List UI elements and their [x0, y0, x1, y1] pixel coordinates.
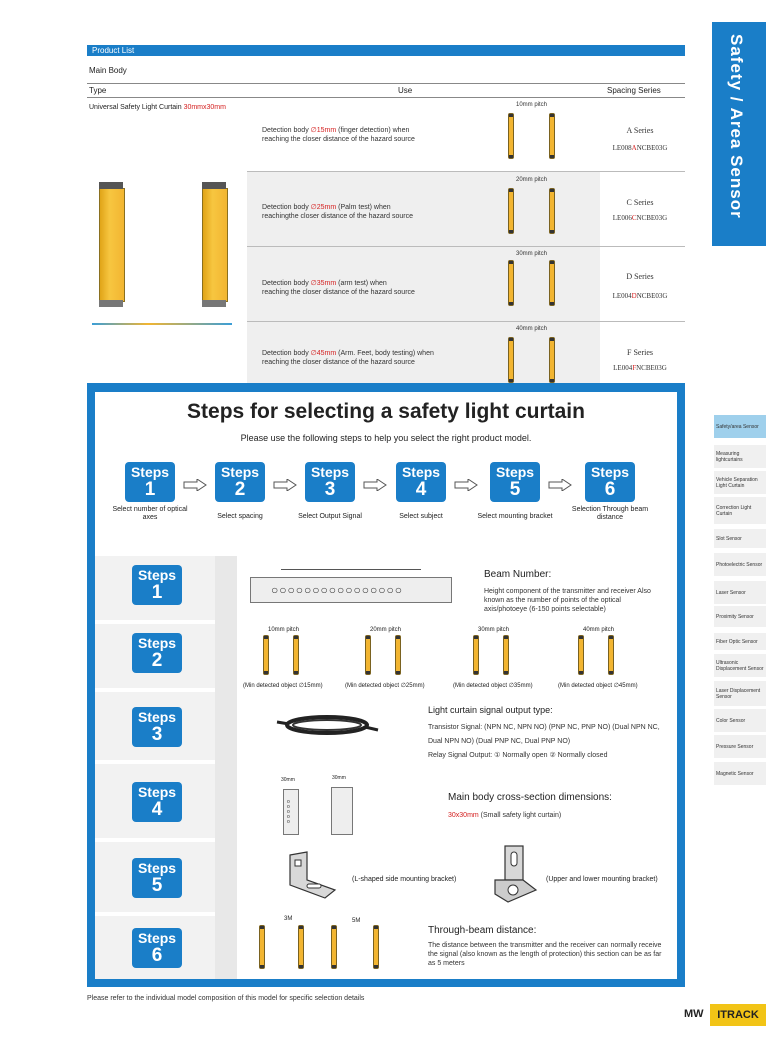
tube-icon [263, 635, 269, 675]
pitch-label: 20mm pitch [370, 627, 402, 633]
nav-item[interactable]: Magnetic Sensor [714, 762, 766, 786]
cross-section-b [331, 787, 353, 835]
pitch-label: 40mm pitch [516, 326, 548, 332]
series-code: LE004DNCBE03G [612, 292, 668, 300]
table-header-use: Use [398, 86, 413, 95]
l-bracket-icon [285, 850, 345, 900]
tube-icon [549, 188, 555, 234]
nav-item[interactable]: Ultrasonic Displacement Sensor [714, 654, 766, 678]
flow-step-label: Selection Through beam distance [571, 506, 649, 521]
light-curtain-bar-left [99, 188, 125, 302]
pitch-label: 10mm pitch [268, 627, 300, 633]
flow-step-label: Select mounting bracket [477, 513, 553, 520]
flow-step-5: Steps 5 [490, 462, 540, 502]
use-text: Detection body ∅15mm (finger detection) when reaching the closer distance of the hazard source [262, 127, 415, 143]
steps-panel [87, 383, 685, 987]
flow-step-6: Steps 6 [585, 462, 635, 502]
tube-icon [508, 188, 514, 234]
step3-line3: Relay Signal Output: ① Normally open ② Normally closed [428, 752, 608, 759]
logo-text-right: ITRACK [710, 1004, 766, 1026]
series-code: LE008ANCBE03G [612, 144, 668, 152]
tube-icon [549, 113, 555, 159]
tube-icon [508, 337, 514, 383]
step4-value: 30x30mm (Small safety light curtain) [448, 812, 562, 819]
table-header-spacing: Spacing Series [607, 86, 661, 95]
distance-label-3m: 3M [284, 916, 293, 922]
step-badge-5: Steps 5 [132, 858, 182, 898]
step3-title: Light curtain signal output type: [428, 705, 553, 715]
product-list-label: Product List [92, 46, 135, 55]
nav-item[interactable]: Pressure Sensor [714, 735, 766, 759]
nav-item[interactable]: Photoelectric Sensor [714, 553, 766, 577]
flow-step-3: Steps 3 [305, 462, 355, 502]
step-badge-6: Steps 6 [132, 928, 182, 968]
tube-icon [578, 635, 584, 675]
nav-item[interactable]: Proximity Sensor [714, 606, 766, 628]
steps-subtitle: Please use the following steps to help you select the right product model. [240, 433, 532, 443]
tube-icon [373, 925, 379, 969]
tube-icon [549, 260, 555, 306]
min-object-label: (Min detected object ∅15mm) [243, 683, 323, 689]
flow-step-label: Select number of optical axes [112, 506, 188, 521]
beam-dimension-line [281, 569, 421, 570]
tube-icon [549, 337, 555, 383]
use-text: Detection body ∅35mm (arm test) when reaching the closer distance of the hazard source [262, 280, 415, 296]
nav-item[interactable]: Laser Displacement Sensor [714, 681, 766, 707]
dim-label-b: 30mm [332, 775, 346, 781]
step1-text: Height component of the transmitter and receiver Also known as the number of points of the optical axis/photoeye (6-150 points selectable) [484, 588, 651, 613]
step-badge-3: Steps 3 [132, 707, 182, 747]
steps-title: Steps for selecting a safety light curtain [187, 400, 585, 423]
flow-step-1: Steps 1 [125, 462, 175, 502]
nav-item[interactable]: Vehicle Separation Light Curtain [714, 471, 766, 495]
product-list-bar [87, 45, 685, 56]
steps-panel-inner [95, 392, 677, 979]
table-header-line [87, 83, 685, 84]
use-text: Detection body ∅25mm (Palm test) when reachingthe closer distance of the hazard source [262, 204, 413, 220]
tube-icon [293, 635, 299, 675]
min-object-label: (Min detected object ∅35mm) [453, 683, 533, 689]
nav-item[interactable]: Laser Sensor [714, 581, 766, 605]
flow-step-label: Select Output Signal [298, 513, 362, 520]
tube-icon [503, 635, 509, 675]
product-image [89, 180, 239, 330]
step1-title: Beam Number: [484, 569, 552, 580]
flow-step-label: Select subject [399, 513, 443, 520]
step-badge-1: Steps 1 [132, 565, 182, 605]
flow-step-label: Select spacing [217, 513, 263, 520]
tube-icon [298, 925, 304, 969]
nav-item[interactable]: Slot Sensor [714, 529, 766, 549]
arrow-icon [548, 478, 570, 488]
min-object-label: (Min detected object ∅45mm) [558, 683, 638, 689]
logo-text-left: MW [684, 1008, 704, 1020]
series-name: C Series [626, 198, 654, 207]
series-code: LE004FNCBE03G [613, 364, 667, 372]
min-object-label: (Min detected object ∅25mm) [345, 683, 425, 689]
series-code: LE006CNCBE03G [612, 214, 668, 222]
distance-label-5m: 5M [352, 918, 361, 924]
tube-icon [259, 925, 265, 969]
series-name: F Series [627, 348, 653, 357]
brand-logo [684, 1003, 766, 1029]
nav-item[interactable]: Color Sensor [714, 709, 766, 733]
step3-line1: Transistor Signal: (NPN NC, NPN NO) (PNP NC, PNP NO) (Dual NPN NC, [428, 724, 660, 731]
section-title: Main Body [89, 66, 127, 75]
nav-item[interactable]: Safety/area Sensor [714, 415, 766, 439]
step-badge-4: Steps 4 [132, 782, 182, 822]
footer-note: Please refer to the individual model composition of this model for specific selection details [87, 995, 365, 1002]
step-badge-2: Steps 2 [132, 633, 182, 673]
ud-bracket-icon [493, 844, 538, 904]
nav-item[interactable]: Correction Light Curtain [714, 497, 766, 525]
use-text: Detection body ∅45mm (Arm. Feet, body testing) when reaching the closer distance of the hazard source [262, 350, 434, 366]
step3-line2: Dual NPN NO) (Dual PNP NC, Dual PNP NO) [428, 738, 571, 745]
beam-points: ○○○○○○○○○○○○○○○○ [271, 583, 403, 597]
step4-title: Main body cross-section dimensions: [448, 792, 612, 803]
light-curtain-bar-right [202, 188, 228, 302]
cable-line [92, 323, 232, 325]
tube-icon [508, 260, 514, 306]
series-name: D Series [626, 272, 654, 281]
step6-text: The distance between the transmitter and the receiver can normally receive the signal (also known as the length of protection) this section can be as far as 5 meters [428, 942, 662, 967]
category-tab-label: Safety / Area Sensor [727, 34, 746, 219]
nav-item[interactable]: Measuring lightcurtains [714, 445, 766, 469]
category-tab[interactable] [712, 22, 766, 246]
tube-icon [331, 925, 337, 969]
bracket-label-b: (Upper and lower mounting bracket) [546, 876, 658, 883]
cross-section-a: o o o o o [283, 789, 299, 835]
tube-icon [473, 635, 479, 675]
type-name: Universal Safety Light Curtain 30mmx30mm [89, 104, 226, 111]
tube-icon [508, 113, 514, 159]
tube-icon [395, 635, 401, 675]
dim-label-a: 30mm [281, 777, 295, 783]
flow-step-2: Steps 2 [215, 462, 265, 502]
arrow-icon [273, 478, 295, 488]
pitch-label: 30mm pitch [478, 627, 510, 633]
series-name: A Series [626, 126, 654, 135]
bracket-label-a: (L-shaped side mounting bracket) [352, 876, 457, 883]
pitch-label: 30mm pitch [516, 251, 548, 257]
pitch-label: 40mm pitch [583, 627, 615, 633]
cable-icon [275, 712, 380, 738]
step6-title: Through-beam distance: [428, 925, 537, 936]
pitch-label: 10mm pitch [516, 102, 548, 108]
beam-diagram [250, 577, 452, 603]
arrow-icon [183, 478, 205, 488]
arrow-icon [454, 478, 476, 488]
arrow-icon [363, 478, 385, 488]
tube-icon [608, 635, 614, 675]
pitch-label: 20mm pitch [516, 177, 548, 183]
table-header-type: Type [89, 86, 107, 95]
nav-item[interactable]: Fiber Optic Sensor [714, 633, 766, 651]
flow-step-4: Steps 4 [396, 462, 446, 502]
tube-icon [365, 635, 371, 675]
